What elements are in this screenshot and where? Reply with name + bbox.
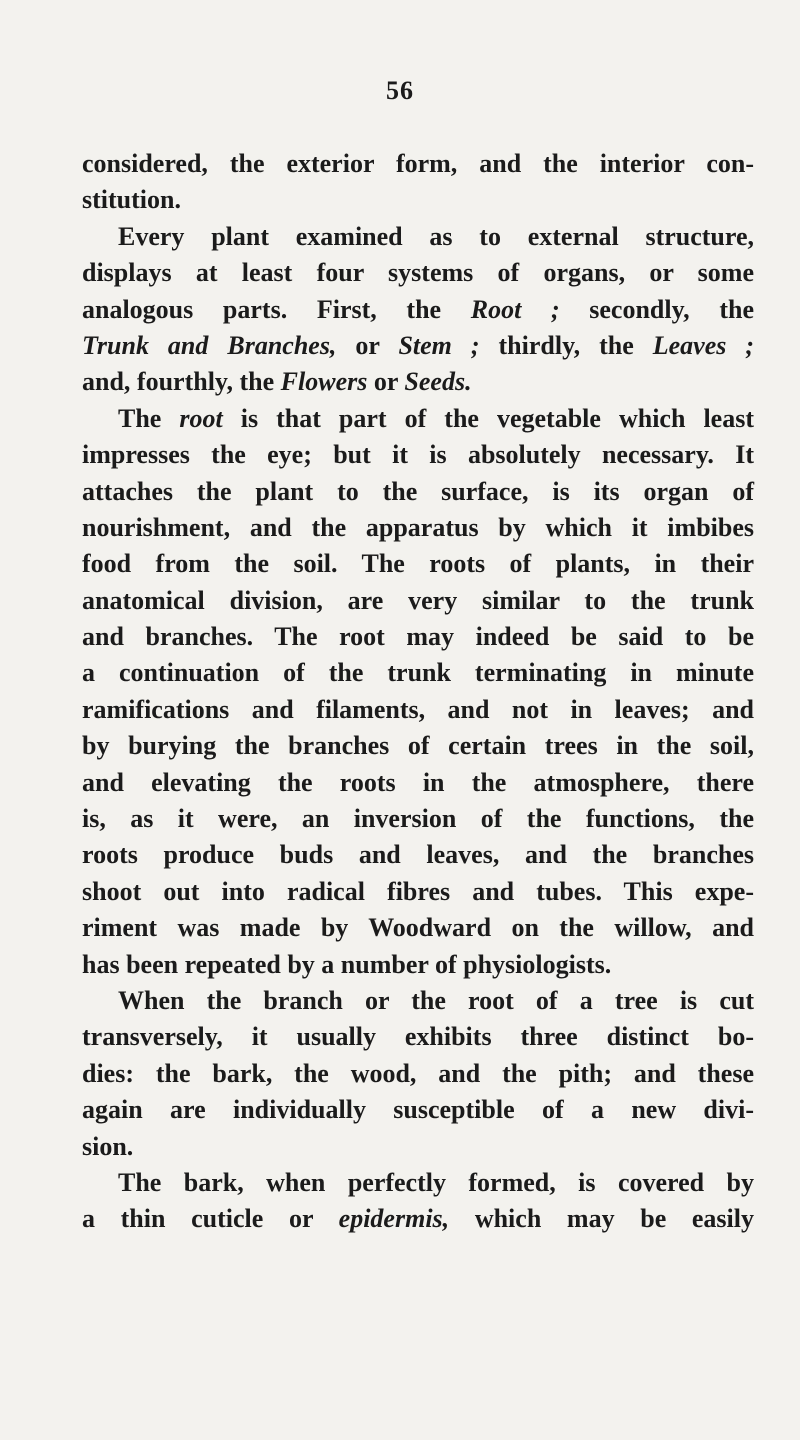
italic-term-trunk-branches: Trunk and Branches, [82, 330, 337, 360]
text-line: attaches the plant to the surface, is its organ of [82, 476, 754, 506]
text-run: or [336, 330, 399, 360]
paragraph-start-line: When the branch or the root of a tree is cut [118, 985, 754, 1015]
text-line: stitution. [82, 185, 181, 215]
text-line: sion. [82, 1131, 134, 1161]
text-line: by burying the branches of certain trees in the soil, [82, 731, 754, 761]
text-line: nourishment, and the apparatus by which it imbibes [82, 512, 754, 542]
paragraph-start-line: The bark, when perfectly formed, is covered by [118, 1167, 754, 1197]
text-run: secondly, the [559, 294, 754, 324]
text-line: riment was made by Woodward on the willow, and [82, 913, 754, 943]
text-run: which may be easily [449, 1204, 754, 1234]
italic-term-root: Root ; [470, 294, 560, 324]
italic-term-seeds: Seeds. [404, 367, 472, 397]
body-text [82, 146, 754, 1238]
text-line: food from the soil. The roots of plants, in their [82, 549, 754, 579]
text-line: impresses the eye; but it is absolutely necessary. It [82, 440, 754, 470]
italic-term-leaves: Leaves ; [652, 330, 754, 360]
italic-term-stem: Stem ; [398, 330, 480, 360]
text-run: a thin cuticle or [82, 1204, 339, 1234]
text-run: analogous parts. First, the [82, 294, 471, 324]
text-run: thirdly, the [479, 330, 653, 360]
text-line: roots produce buds and leaves, and the branches [82, 840, 754, 870]
italic-term-flowers: Flowers [280, 367, 368, 397]
italic-term-epidermis: epidermis, [338, 1204, 450, 1234]
text-line: has been repeated by a number of physiologists. [82, 949, 612, 979]
text-line: is, as it were, an inversion of the functions, the [82, 804, 754, 834]
text-line: ramifications and filaments, and not in leaves; and [82, 694, 754, 724]
text-line: considered, the exterior form, and the interior con- [82, 149, 754, 178]
paragraph-start-line: Every plant examined as to external structure, [118, 221, 754, 251]
paragraph-start-line [82, 401, 754, 437]
text-line: transversely, it usually exhibits three distinct bo- [82, 1022, 754, 1052]
text-line: a continuation of the trunk terminating in minute [82, 658, 754, 688]
text-run: is that part of the vegetable which least [222, 403, 754, 433]
text-line: dies: the bark, the wood, and the pith; and these [82, 1058, 754, 1088]
italic-term-root: root [179, 403, 223, 433]
text-line [82, 292, 754, 328]
text-line: again are individually susceptible of a new divi- [82, 1095, 754, 1125]
text-run: and, fourthly, the [82, 367, 281, 397]
text-line: and elevating the roots in the atmosphere, there [82, 767, 754, 797]
text-line: and branches. The root may indeed be said to be [82, 622, 754, 652]
text-line: shoot out into radical fibres and tubes. This expe- [82, 876, 754, 906]
page-number: 56 [386, 76, 414, 105]
text-line [82, 328, 754, 364]
text-line: displays at least four systems of organs, or some [82, 258, 754, 288]
text-run: The [118, 403, 180, 433]
text-run: or [367, 367, 405, 397]
text-line [82, 364, 754, 400]
text-line [82, 1201, 754, 1237]
text-line: anatomical division, are very similar to the trunk [82, 585, 754, 615]
